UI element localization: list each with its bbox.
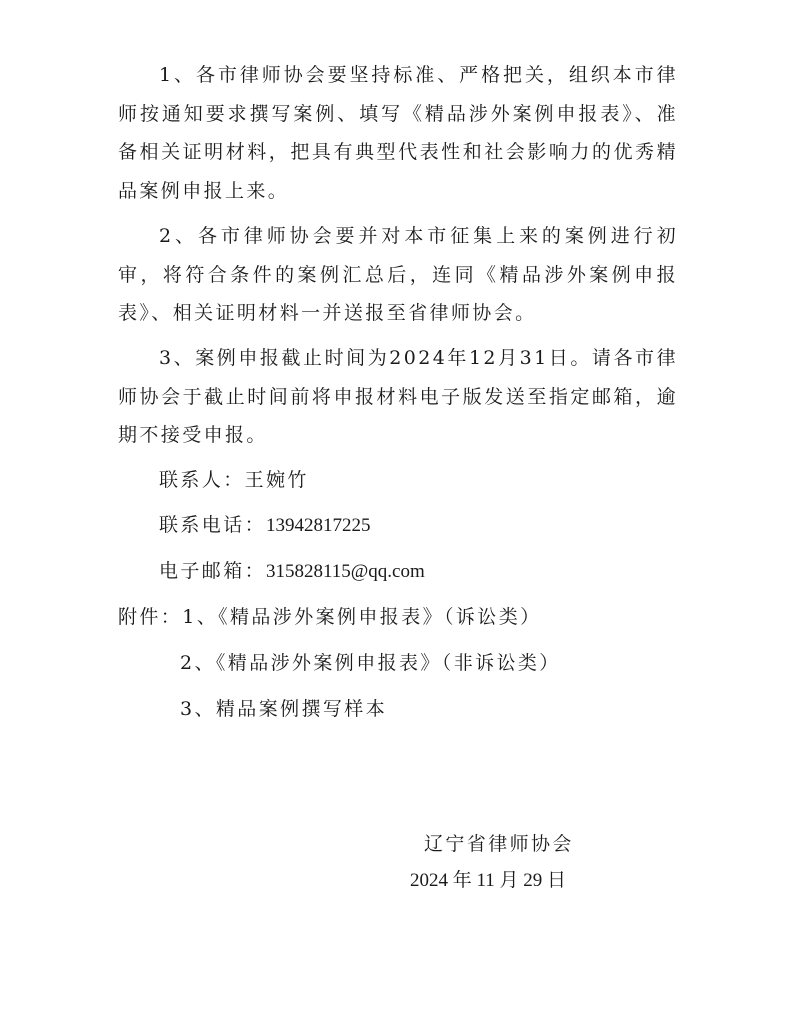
contact-person-label: 联系人：	[159, 469, 245, 491]
contact-person-name: 王婉竹	[244, 469, 309, 491]
attachments-label: 附件：	[118, 606, 183, 628]
signature-org: 辽宁省律师协会	[424, 833, 574, 855]
paragraph-3: 3、案例申报截止时间为2024年12月31日。请各市律师协会于截止时间前将申报材料电子版发送至指定邮箱，逾期不接受申报。	[118, 347, 678, 446]
contact-email-line	[159, 552, 425, 591]
attachment-item-3: 3、精品案例撰写样本	[180, 698, 388, 720]
paragraph-1: 1、各市律师协会要坚持标准、严格把关，组织本市律师按通知要求撰写案例、填写《精品涉外案例申报表》、准备相关证明材料，把具有典型代表性和社会影响力的优秀精品案例申报上来。	[118, 64, 678, 202]
contact-phone-label: 联系电话：	[159, 514, 267, 536]
contact-person-line	[159, 461, 309, 499]
contact-email: 315828115@qq.com	[266, 561, 425, 582]
contact-email-label: 电子邮箱：	[159, 560, 267, 582]
contact-phone: 13942817225	[266, 515, 371, 536]
contact-phone-line	[159, 506, 371, 545]
attachment-item-1: 1、《精品涉外案例申报表》（诉讼类）	[182, 606, 542, 628]
signature-date: 2024 年 11 月 29 日	[410, 870, 567, 891]
attachment-item-2: 2、《精品涉外案例申报表》（非诉讼类）	[180, 652, 561, 674]
attachment-line-1	[118, 598, 542, 636]
paragraph-2: 2、各市律师协会要并对本市征集上来的案例进行初审，将符合条件的案例汇总后，连同《精品涉外案例申报表》、相关证明材料一并送报至省律师协会。	[118, 225, 678, 324]
